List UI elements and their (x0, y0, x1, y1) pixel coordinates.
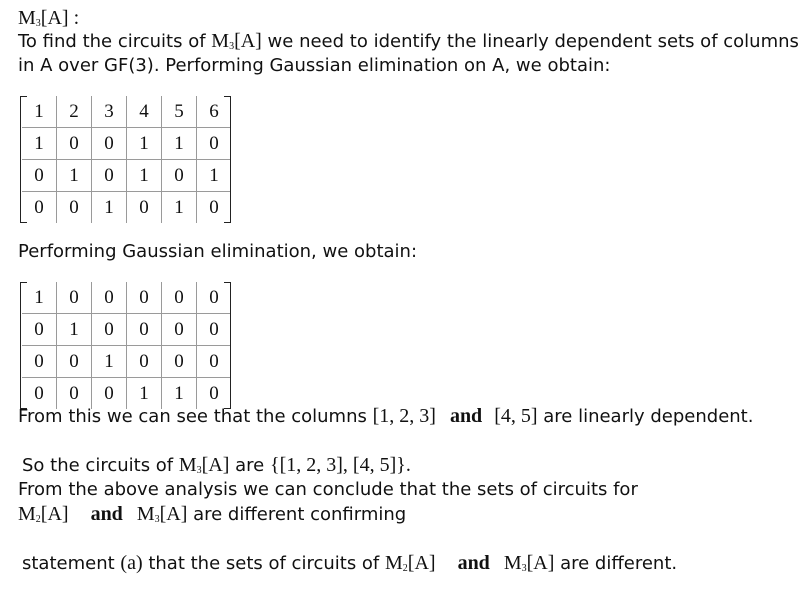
so-m: M (178, 454, 197, 476)
intro-arg: [A] (234, 30, 262, 52)
matrix-cell: 1 (127, 128, 162, 160)
matrix-cell: 0 (127, 282, 162, 314)
matrix-cell: 0 (57, 282, 92, 314)
matrix-cell: 0 (22, 192, 57, 224)
statement-and: and (457, 552, 490, 574)
matrix-2 (20, 282, 231, 409)
matrix-cell: 1 (127, 378, 162, 410)
statement-label: (a) (120, 552, 143, 574)
from-this-set-1: [1, 2, 3] (372, 405, 436, 427)
matrix-cell: 0 (92, 378, 127, 410)
matrix-cell: 1 (22, 282, 57, 314)
matrix-cell: 0 (22, 378, 57, 410)
so-text-a: So the circuits of (22, 455, 179, 476)
matrix-cell: 0 (162, 282, 197, 314)
matrix-row (22, 160, 231, 192)
conclusion-line-2 (18, 502, 406, 532)
matrix-2-left-bracket (20, 282, 27, 409)
matrix-cell: 4 (127, 96, 162, 128)
matrix-cell: 3 (92, 96, 127, 128)
matrix-cell: 0 (127, 192, 162, 224)
so-set: {[1, 2, 3], [4, 5]}. (269, 454, 411, 476)
matrix-cell: 1 (162, 128, 197, 160)
matrix-cell: 6 (197, 96, 232, 128)
matrix-cell: 0 (57, 128, 92, 160)
matrix-cell: 1 (57, 160, 92, 192)
matrix-cell: 0 (162, 314, 197, 346)
matrix-cell: 5 (162, 96, 197, 128)
matrix-row (22, 346, 231, 378)
matrix-cell: 0 (92, 282, 127, 314)
so-arg: [A] (201, 454, 230, 476)
statement-text-a: statement (22, 553, 121, 574)
statement-m3: M (503, 552, 522, 574)
matrix-2-right-bracket (224, 282, 231, 409)
matrix-cell: 0 (197, 128, 232, 160)
conclusion-m3-arg: [A] (159, 503, 188, 525)
matrix-cell: 0 (92, 128, 127, 160)
intro-text-a: To find the circuits of (18, 31, 212, 52)
conclusion-m2-arg: [A] (40, 503, 69, 525)
matrix-cell: 0 (197, 346, 232, 378)
matrix-cell: 0 (57, 192, 92, 224)
from-this-line (18, 404, 753, 429)
matrix-cell: 0 (22, 346, 57, 378)
matrix-cell: 0 (162, 160, 197, 192)
matrix-1-right-bracket (224, 96, 231, 223)
heading-m: M (18, 7, 36, 29)
matrix-cell: 1 (22, 128, 57, 160)
matrix-cell: 0 (22, 314, 57, 346)
matrix-cell: 0 (197, 192, 232, 224)
conclusion-m2-sub: 2 (35, 514, 41, 525)
so-text-b: are (229, 455, 270, 476)
matrix-cell: 1 (92, 346, 127, 378)
heading-colon: : (68, 7, 80, 29)
from-this-set-2: [4, 5] (494, 405, 538, 427)
statement-m2-arg: [A] (407, 552, 436, 574)
matrix-cell: 0 (197, 314, 232, 346)
intro-text-b: we need to identify the linearly dependent sets of columns (261, 31, 799, 52)
matrix-row (22, 128, 231, 160)
from-this-text-b: are linearly dependent. (537, 406, 754, 427)
matrix-1 (20, 96, 231, 223)
matrix-cell: 0 (197, 282, 232, 314)
conclusion-m2: M (18, 503, 36, 525)
statement-text-b: that the sets of circuits of (142, 553, 385, 574)
matrix-cell: 0 (92, 160, 127, 192)
matrix-cell: 1 (92, 192, 127, 224)
from-this-text-a: From this we can see that the columns (18, 406, 373, 427)
matrix-cell: 1 (127, 160, 162, 192)
matrix-cell: 0 (127, 314, 162, 346)
matrix-cell: 0 (127, 346, 162, 378)
matrix-cell: 1 (162, 192, 197, 224)
matrix-cell: 0 (22, 160, 57, 192)
matrix-row (22, 282, 231, 314)
heading-sub: 3 (35, 18, 41, 29)
intro-line-2: in A over GF(3). Performing Gaussian elimination on A, we obtain: (18, 55, 611, 76)
matrix-cell: 0 (197, 378, 232, 410)
matrix-1-left-bracket (20, 96, 27, 223)
so-sub: 3 (196, 465, 202, 476)
matrix-cell: 0 (92, 314, 127, 346)
matrix-cell: 1 (57, 314, 92, 346)
statement-m3-sub: 3 (521, 563, 527, 574)
matrix-cell: 0 (162, 346, 197, 378)
matrix-2-grid (22, 282, 231, 409)
matrix-row (22, 314, 231, 346)
matrix-1-grid (22, 96, 231, 223)
conclusion-line-1: From the above analysis we can conclude that the sets of circuits for (18, 479, 638, 500)
matrix-cell: 1 (22, 96, 57, 128)
conclusion-and: and (90, 503, 123, 525)
conclusion-m3: M (136, 503, 155, 525)
middle-text: Performing Gaussian elimination, we obtain: (18, 241, 418, 262)
statement-line (22, 551, 677, 581)
matrix-cell: 1 (197, 160, 232, 192)
statement-text-c: are different. (554, 553, 678, 574)
from-this-and: and (449, 405, 483, 427)
matrix-cell: 0 (57, 346, 92, 378)
statement-m2-sub: 2 (402, 563, 408, 574)
conclusion-m3-sub: 3 (154, 514, 160, 525)
statement-m2: M (385, 552, 403, 574)
matrix-cell: 0 (57, 378, 92, 410)
intro-sub: 3 (229, 41, 235, 52)
matrix-cell: 2 (57, 96, 92, 128)
matrix-cell: 1 (162, 378, 197, 410)
conclusion-tail: are different confirming (187, 504, 407, 525)
matrix-row (22, 192, 231, 224)
statement-m3-arg: [A] (526, 552, 555, 574)
intro-m: M (211, 30, 230, 52)
matrix-row (22, 96, 231, 128)
heading-arg: [A] (40, 7, 69, 29)
